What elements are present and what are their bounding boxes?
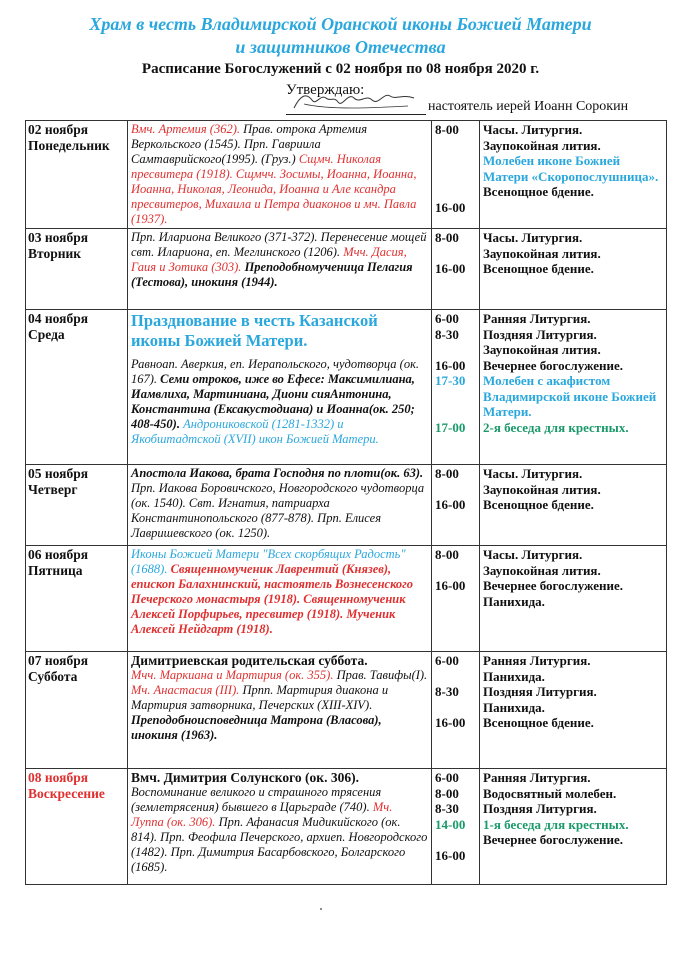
service-time [435, 246, 476, 262]
schedule-row [26, 229, 667, 310]
service-name: 1-я беседа для крестных. [483, 816, 629, 832]
service-time: 8-00 [435, 547, 459, 562]
saints-cell [128, 310, 432, 465]
service-name: Всенощное бдение. [483, 715, 594, 730]
service-name: Вечернее богослужение. [483, 578, 624, 593]
day-cell [26, 310, 128, 465]
day-date: 02 ноября [28, 122, 89, 137]
service-time: 8-00 [435, 466, 459, 481]
rector-name: настоятель иерей Иоанн Сорокин [428, 99, 629, 114]
service-name: Поздняя Литургия. [483, 326, 597, 342]
service-name: Заупокойная лития. [483, 245, 601, 261]
service-name: Ранняя Литургия. [483, 770, 591, 785]
service-name: Поздняя Литургия. [483, 801, 597, 816]
saints-cell [128, 546, 432, 652]
service-name: Заупокойная лития. [483, 342, 601, 357]
service-time: 16-00 [435, 199, 466, 215]
schedule-table [25, 120, 667, 885]
day-cell [26, 121, 128, 229]
saint-text: Прпп. Мартирия диакона и Мартирия затворника, Печерских (XIII-XIV). [131, 683, 389, 712]
service-time: 16-00 [435, 578, 466, 593]
page-mark [320, 908, 322, 910]
times-cell [432, 229, 480, 310]
service-time: 8-30 [435, 326, 459, 342]
signature-image [290, 86, 420, 114]
saint-text: Равноап. Аверкия, еп. Иерапольского, чудотворца (ок. 167). [131, 357, 420, 386]
service-time: 6-00 [435, 311, 459, 326]
service-time [435, 153, 476, 169]
service-time: 17-30 [435, 373, 466, 388]
services-cell [480, 546, 667, 652]
service-time: 16-00 [435, 497, 466, 512]
day-cell [26, 465, 128, 546]
schedule-row [26, 465, 667, 546]
schedule-subtitle: Расписание Богослужений с 02 ноября по 08 ноября 2020 г. [141, 61, 540, 77]
saint-text: Иконы Божией Матери "Всех скорбящих Радость"(1688). [131, 547, 406, 576]
saint-text: Прп. Илариона Великого (371-372). Перенесение мощей свт. Илариона, еп. Меглинского (1206). [131, 230, 427, 259]
day-cell [26, 769, 128, 885]
saint-text: Преподобномученица Пелагия (Тестова), инокиня (1944). [131, 260, 413, 289]
service-time: 8-00 [435, 122, 459, 137]
services-cell [480, 652, 667, 769]
saint-text: Семи отроков, иже во Ефесе: Максимилиана, Иамвлиха, Мартиниана, Диони сияАнтонина, Константина (Ексакустодиана) и Иоанна(ок. 250; 408-450). [131, 372, 415, 431]
day-weekday: Пятница [28, 562, 83, 578]
saint-text: Вмч. Артемия (362). [131, 122, 241, 136]
service-time: 16-00 [435, 357, 466, 373]
times-cell [432, 769, 480, 885]
times-cell [432, 652, 480, 769]
service-name: Заупокойная лития. [483, 562, 601, 578]
service-time [435, 563, 476, 579]
service-name: Вечернее богослужение. [483, 832, 624, 847]
saints-cell [128, 465, 432, 546]
saint-text: Мчч. Маркиана и Мартирия (ок. 355). [131, 668, 334, 682]
service-time: 16-00 [435, 715, 466, 730]
service-time [435, 184, 476, 200]
saints-cell [128, 121, 432, 229]
day-weekday: Вторник [28, 245, 82, 261]
saint-text: Мч. Анастасия (III). [131, 683, 240, 697]
service-name: Ранняя Литургия. [483, 311, 591, 326]
schedule-row [26, 546, 667, 652]
schedule-row [26, 769, 667, 885]
service-name: Всенощное бдение. [483, 184, 594, 199]
service-time [435, 138, 476, 154]
service-time: 8-00 [435, 230, 459, 245]
feast-title: Димитриевская родительская суббота. [131, 653, 368, 668]
saint-text: Прп. Афанасия Мидикийского (ок. 814). Прп. Феофила Печерского, архиеп. Новгородского (1482). Прп. Димитрия Басарбовского, Болгарского (1685). [131, 815, 428, 874]
service-time [435, 482, 476, 498]
services-cell [480, 229, 667, 310]
saint-text: Преподобноисповедница Матрона (Власова), инокиня (1963). [131, 713, 382, 742]
feast-title: Вмч. Димитрия Солунского (ок. 306). [131, 770, 359, 785]
service-time [435, 404, 476, 420]
day-weekday: Понедельник [28, 137, 110, 153]
service-time: 6-00 [435, 653, 459, 668]
service-name: Часы. Литургия. [483, 122, 583, 137]
saints-cell [128, 229, 432, 310]
day-date: 07 ноября [28, 653, 89, 668]
saint-text: Прав. отрока Артемия Веркольского (1545). Прп. Гавриила Самтаврийского(1995). (Груз.) [131, 122, 368, 166]
day-date: 06 ноября [28, 547, 89, 562]
service-name: Всенощное бдение. [483, 261, 594, 276]
service-name: Водосвятный молебен. [483, 785, 617, 801]
feast-title: Празднование в честь Казанской иконы Божией Матери. [131, 311, 378, 350]
church-title-line1: Храм в честь Владимирской Оранской иконы Божией Матери [89, 14, 592, 34]
saint-text: Апостола Иакова, брата Господня по плоти(ок. 63). [131, 466, 424, 480]
service-time: 17-00 [435, 419, 466, 435]
service-time: 6-00 [435, 770, 459, 785]
services-cell [480, 769, 667, 885]
saints-cell [128, 652, 432, 769]
service-time: 8-30 [435, 801, 459, 816]
saint-text: Священномученик Лаврентий (Князев), епископ Балахнинский, настоятель Вознесенского Печерского монастыря (1918). Священномученик Алексей Порфирьев, пресвитер (1918). Мученик Алексей Нейдгарт (1918). [131, 562, 414, 636]
schedule-row [26, 652, 667, 769]
day-date: 04 ноября [28, 311, 89, 326]
service-name: Заупокойная лития. [483, 481, 601, 497]
day-cell [26, 229, 128, 310]
service-name: Ранняя Литургия. [483, 653, 591, 668]
day-weekday: Среда [28, 326, 65, 342]
service-time: 16-00 [435, 847, 466, 863]
service-name: Молебен с акафистом Владимирской иконе Божией Матери. [483, 373, 657, 419]
service-time [435, 669, 476, 685]
services-cell [480, 465, 667, 546]
services-cell [480, 310, 667, 465]
service-name: Всенощное бдение. [483, 497, 594, 512]
day-weekday: Суббота [28, 668, 78, 684]
service-time: 14-00 [435, 816, 466, 832]
service-name: Панихида. [483, 593, 545, 609]
service-name: Вечернее богослужение. [483, 357, 624, 373]
saint-text: Воспоминание великого и страшного трясения (землетрясения) бывшего в Царьграде (740). [131, 785, 382, 814]
day-weekday: Четверг [28, 481, 78, 497]
times-cell [432, 465, 480, 546]
service-time [435, 389, 476, 405]
service-time: 8-30 [435, 684, 459, 699]
service-time: 8-00 [435, 785, 459, 801]
times-cell [432, 546, 480, 652]
saint-text: Мчч. Дасия, Гаия и Зотика (303). [131, 245, 407, 274]
day-weekday: Воскресение [28, 785, 105, 801]
saint-text: Прп. Иакова Боровичского, Новгородского чудотворца (ок. 1540). Свт. Игнатия, патриарха Константинопольского (877-878). Прп. Елисея Лавришевского (ок. 1250). [131, 481, 425, 540]
service-time [435, 169, 476, 185]
service-name: Панихида. [483, 668, 545, 684]
approve-label: Утверждаю: [286, 82, 365, 98]
services-cell [480, 121, 667, 229]
service-name: 2-я беседа для крестных. [483, 419, 629, 435]
service-name: Часы. Литургия. [483, 547, 583, 562]
day-cell [26, 546, 128, 652]
service-time: 16-00 [435, 261, 466, 276]
service-name: Часы. Литургия. [483, 466, 583, 481]
saints-cell [128, 769, 432, 885]
schedule-row [26, 121, 667, 229]
service-name: Молебен иконе Божией Матери «Скоропослушница». [483, 153, 659, 184]
service-time [435, 832, 476, 848]
service-name: Панихида. [483, 699, 545, 715]
saint-text: Андрониковской (1281-1332) и Якобштадтской (XVII) икон Божией Матери. [131, 417, 379, 446]
service-name: Поздняя Литургия. [483, 684, 597, 699]
day-date: 05 ноября [28, 466, 89, 481]
saint-text: Сщмч. Николая пресвитера (1918). Сщмчч. Зосимы, Иоанна, Иоанна, Иоанна, Николая, Леонида, Иоанна и Але ксандра пресвитеров, Михаила и Петра диаконов и мч. Павла (1937). [131, 152, 417, 226]
day-date: 08 ноября [28, 770, 89, 785]
schedule-row [26, 310, 667, 465]
church-title-line2: и защитников Отечества [235, 37, 446, 57]
day-date: 03 ноября [28, 230, 89, 245]
saint-text: Прав. Тавифы(I). [333, 668, 428, 682]
service-time [435, 700, 476, 716]
service-name: Часы. Литургия. [483, 230, 583, 245]
times-cell [432, 121, 480, 229]
service-name: Заупокойная лития. [483, 137, 601, 153]
saint-text: Мч. Луппа (ок. 306). [131, 800, 393, 829]
times-cell [432, 310, 480, 465]
service-time [435, 342, 476, 358]
day-cell [26, 652, 128, 769]
